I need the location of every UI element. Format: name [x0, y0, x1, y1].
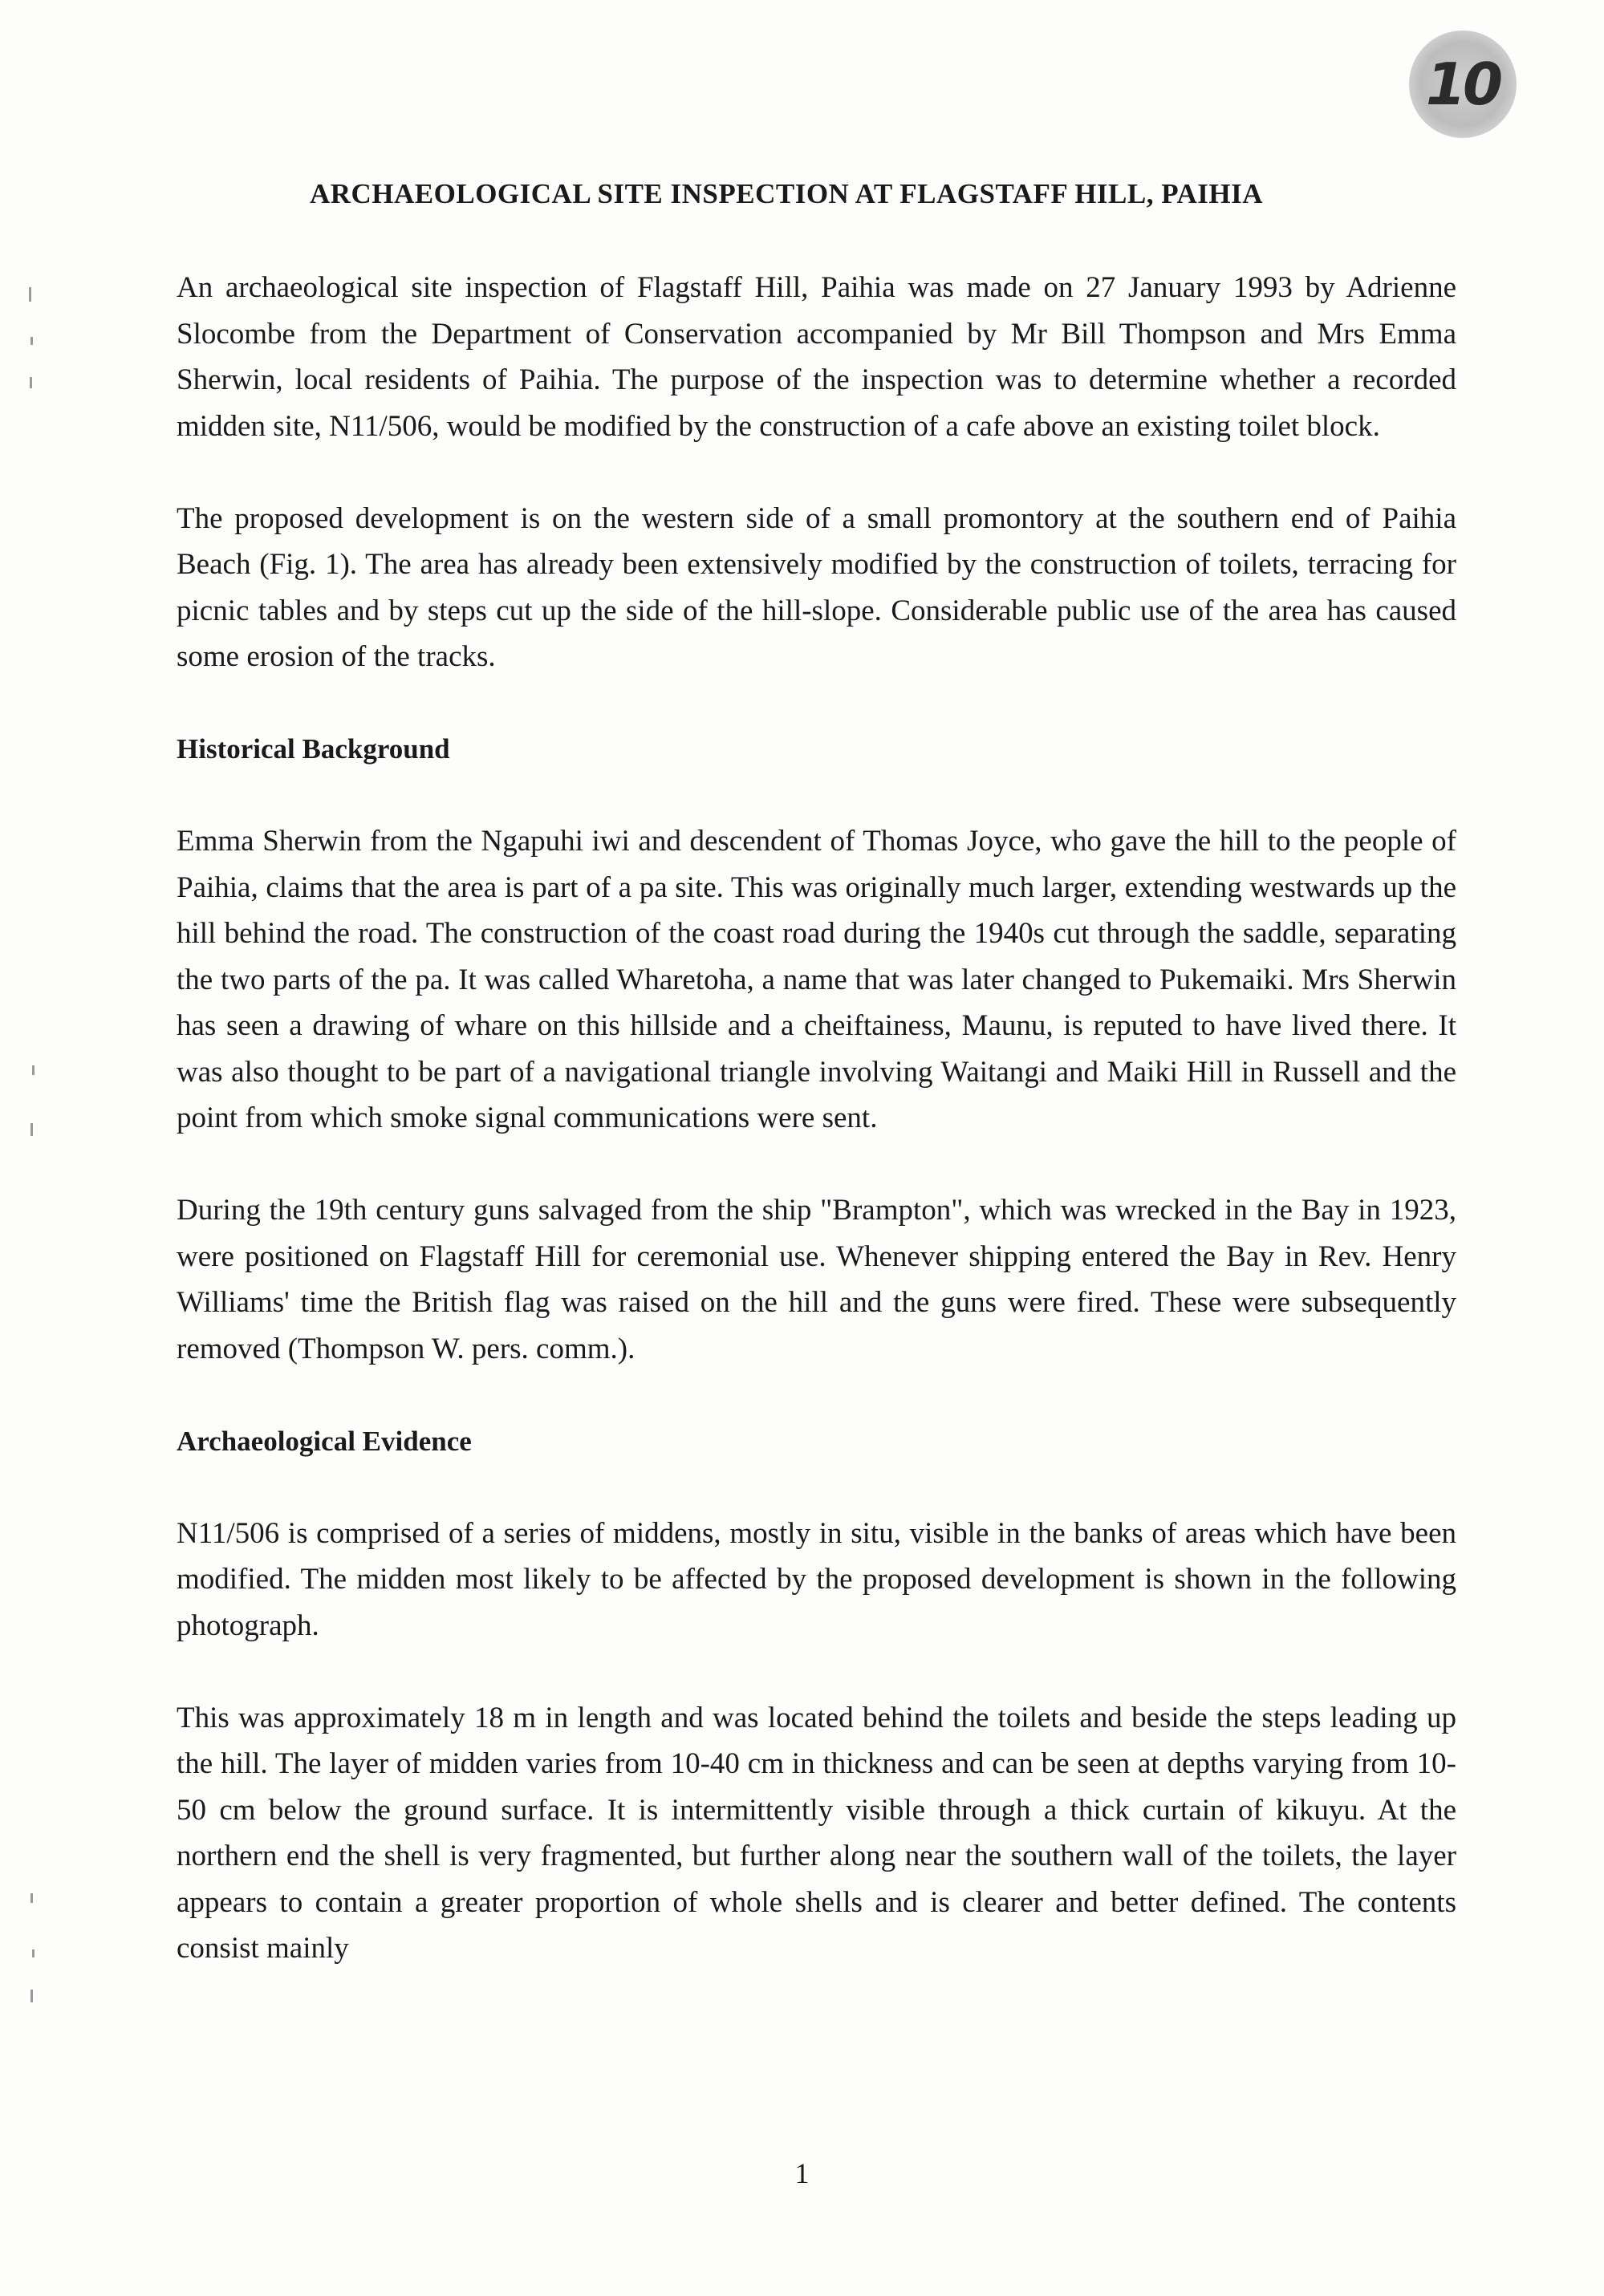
stamp-text: 10	[1425, 51, 1500, 118]
scan-mark	[30, 337, 33, 345]
page-number-stamp	[1409, 30, 1517, 138]
scan-mark	[30, 377, 32, 388]
paragraph-history-1: Emma Sherwin from the Ngapuhi iwi and descendent of Thomas Joyce, who gave the hill to the people of Paihia, claims that the area is part of a pa site. This was originally much larger, extending westwards up the hill behind the road. The construction of the coast road during the 1940s cut through the saddle, separating the two parts of the pa. It was called Wharetoha, a name that was later changed to Pukemaiki. Mrs Sherwin has seen a drawing of whare on this hillside and a cheiftainess, Maunu, is reputed to have lived there. It was also thought to be part of a navigational triangle involving Waitangi and Maiki Hill in Russell and the point from which smoke signal communications were sent.	[177, 825, 1456, 1134]
page-number: 1	[794, 2157, 810, 2189]
document-title: ARCHAEOLOGICAL SITE INSPECTION AT FLAGSTAFF HILL, PAIHIA	[309, 178, 1264, 209]
heading-archaeological-evidence: Archaeological Evidence	[177, 1425, 472, 1457]
paragraph-development: The proposed development is on the western side of a small promontory at the southern end of Paihia Beach (Fig. 1). The area has already been extensively modified by the construction of toilets, terracing for picnic tables and by steps cut up the side of the hill-slope. Considerable public use of the area has caused some erosion of the tracks.	[177, 501, 1456, 673]
scan-mark	[32, 1949, 35, 1957]
paragraph-history-2: During the 19th century guns salvaged from the ship "Brampton", which was wrecked in the Bay in 1923, were positioned on Flagstaff Hill for ceremonial use. Whenever shipping entered the Bay in Rev. Henry Williams' time the British flag was raised on the hill and the guns were fired. These were subsequently removed (Thompson W. pers. comm.).	[177, 1194, 1456, 1365]
scan-mark	[30, 1990, 33, 2002]
scan-mark	[30, 1893, 33, 1903]
scan-mark	[30, 1123, 33, 1136]
paragraph-evidence-1: N11/506 is comprised of a series of middens, mostly in situ, visible in the banks of areas which have been modified. The midden most likely to be affected by the proposed development is shown in the following photograph.	[177, 1516, 1456, 1642]
paragraph-intro: An archaeological site inspection of Flagstaff Hill, Paihia was made on 27 January 1993 by Adrienne Slocombe from the Department of Conservation accompanied by Mr Bill Thompson and Mrs Emma Sherwin, local residents of Paihia. The purpose of the inspection was to determine whether a recorded midden site, N11/506, would be modified by the construction of a cafe above an existing toilet block.	[177, 271, 1456, 443]
document-body	[177, 265, 1456, 1972]
paragraph-evidence-2: This was approximately 18 m in length and was located behind the toilets and beside the steps leading up the hill. The layer of midden varies from 10-40 cm in thickness and can be seen at depths varying from 10-50 cm below the ground surface. It is intermittently visible through a thick curtain of kikuyu. At the northern end the shell is very fragmented, but further along near the southern wall of the toilets, the layer appears to contain a greater proportion of whole shells and is clearer and better defined. The contents consist mainly	[177, 1701, 1456, 1965]
heading-historical-background: Historical Background	[177, 733, 450, 765]
scan-mark	[29, 287, 31, 302]
scan-mark	[32, 1065, 35, 1075]
